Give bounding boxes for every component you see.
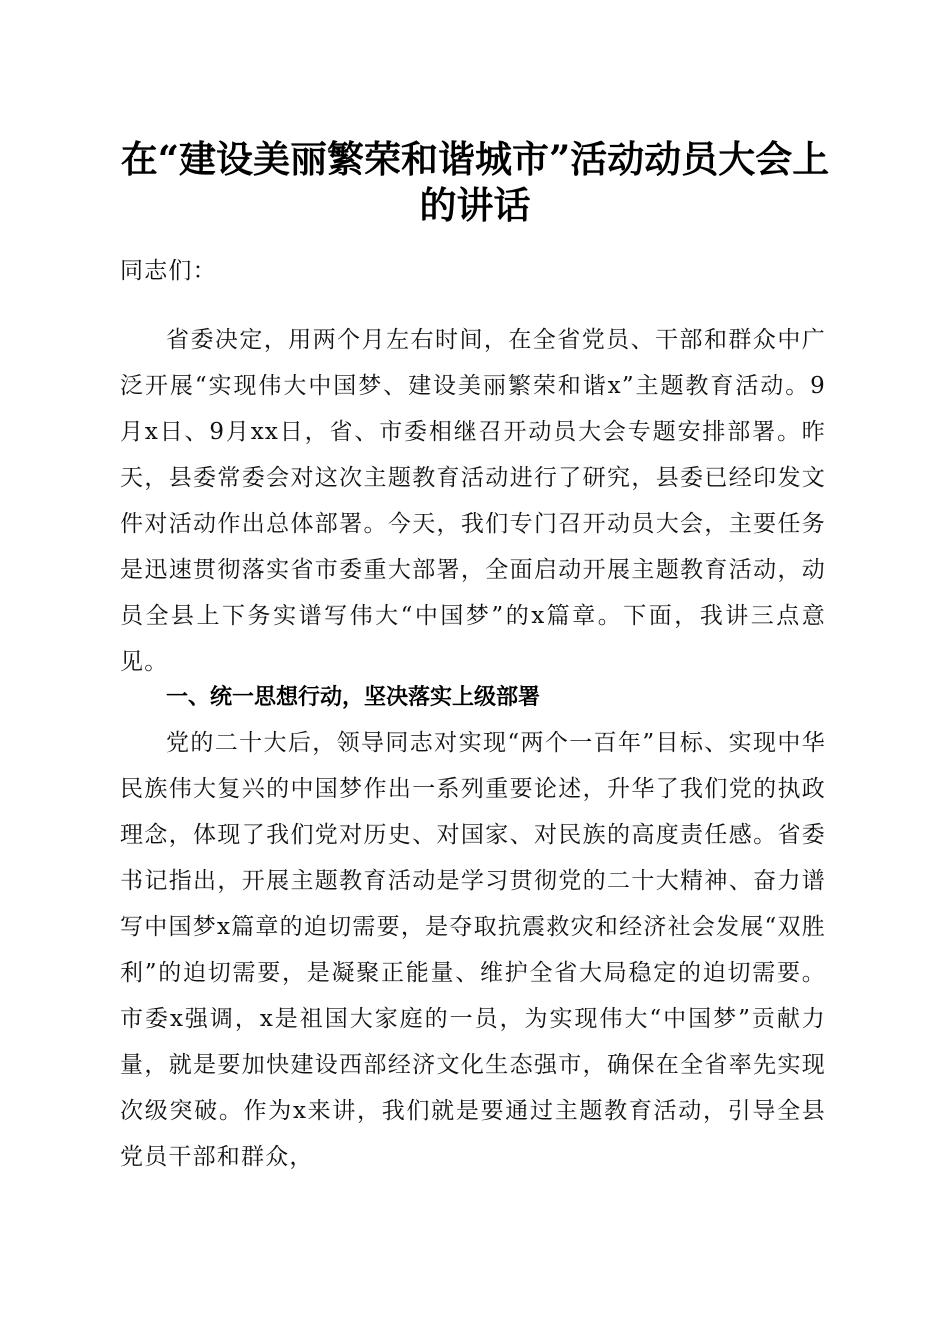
section-heading-1: 一、统一思想行动，坚决落实上级部署	[166, 685, 541, 710]
paragraph-2: 党的二十大后，领导同志对实现“两个一百年”目标、实现中华民族伟大复兴的中国梦作出一系列重要论述，升华了我们党的执政理念，体现了我们党对历史、对国家、对民族的高度责任感。省委书记指出，开展主题教育活动是学习贯彻党的二十大精神、奋力谱写中国梦x篇章的迫切需要，是夺取抗震救灾和经济社会发展“双胜利”的迫切需要，是凝聚正能量、维护全省大局稳定的迫切需要。市委x强调，x是祖国大家庭的一员，为实现伟大“中国梦”贡献力量，就是要加快建设西部经济文化生态强市，确保在全省率先实现次级突破。作为x来讲，我们就是要通过主题教育活动，引导全县党员干部和群众，	[120, 730, 826, 1170]
document-title-line-1: 在“建设美丽繁荣和谐城市”活动动员大会上	[120, 137, 830, 181]
paragraph-1: 省委决定，用两个月左右时间，在全省党员、干部和群众中广泛开展“实现伟大中国梦、建设美丽繁荣和谐x”主题教育活动。9月x日、9月xx日，省、市委相继召开动员大会专题安排部署。昨天，县委常委会对这次主题教育活动进行了研究，县委已经印发文件对活动作出总体部署。今天，我们专门召开动员大会，主要任务是迅速贯彻落实省市委重大部署，全面启动开展主题教育活动，动员全县上下务实谱写伟大“中国梦”的x篇章。下面，我讲三点意见。	[120, 327, 826, 675]
document-title-line-2: 的讲话	[419, 183, 531, 227]
salutation: 同志们：	[120, 258, 217, 284]
